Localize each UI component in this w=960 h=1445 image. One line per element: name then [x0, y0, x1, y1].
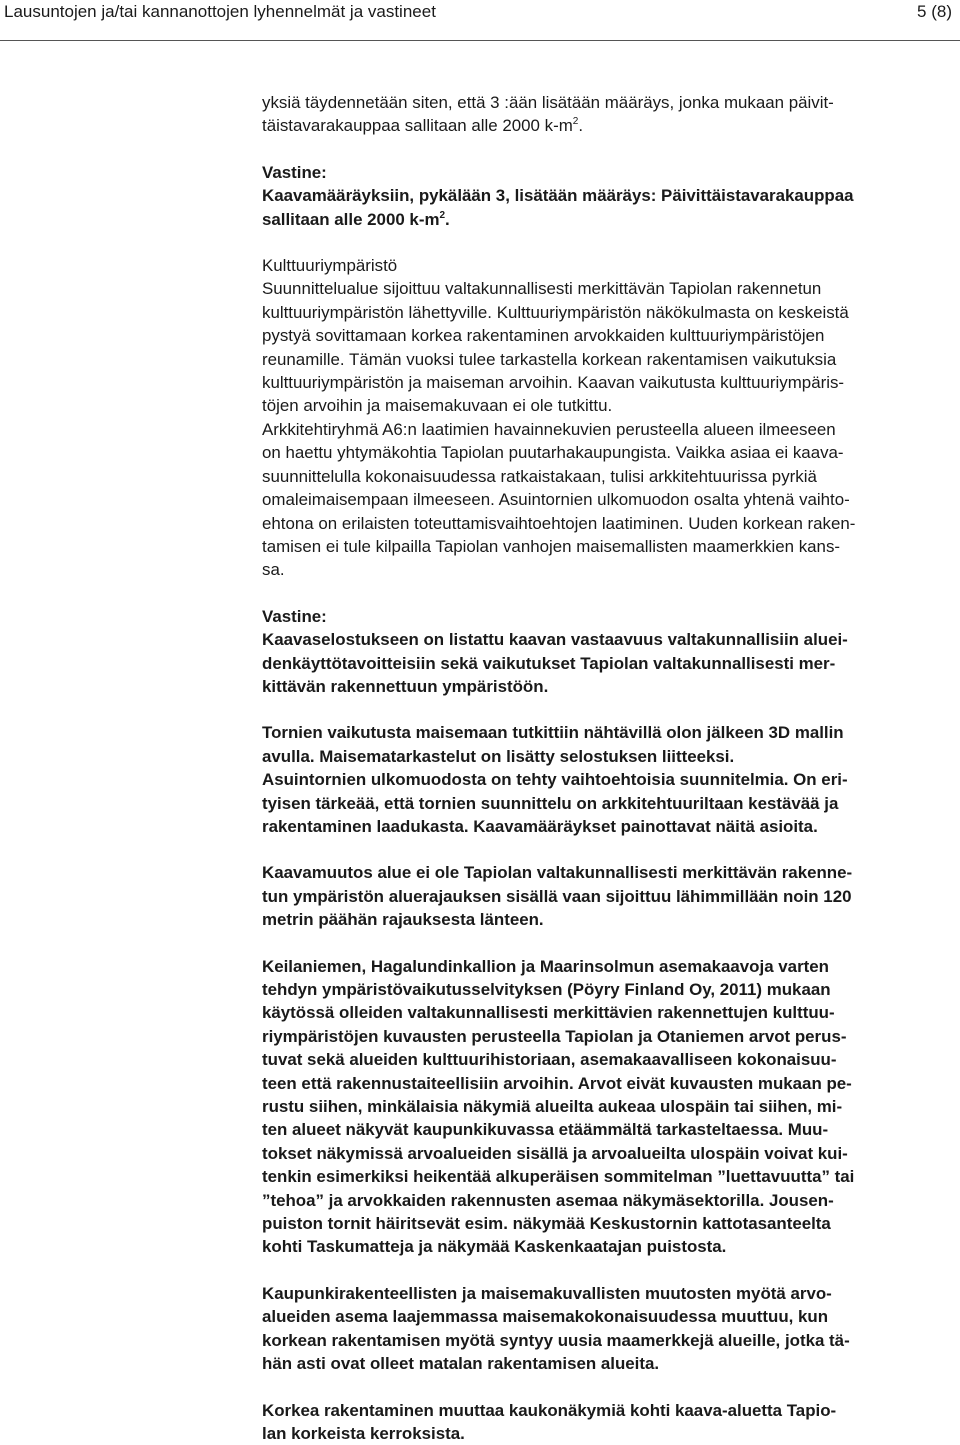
text-line: pystyä sovittamaan korkea rakentaminen arvokkaiden kulttuuriympäristöjen — [262, 326, 824, 345]
text-line: Arkkitehtiryhmä A6:n laatimien havainnekuvien perusteella alueen ilmeeseen — [262, 420, 836, 439]
text-line: Keilaniemen, Hagalundinkallion ja Maarinsolmun asemakaavoja varten — [262, 957, 829, 976]
text-line: reunamille. Tämän vuoksi tulee tarkastella korkean rakentamisen vaikutuksia — [262, 350, 836, 369]
text-line: rakentaminen laadukasta. Kaavamääräykset painottavat näitä asioita. — [262, 817, 818, 836]
text-line: Kaavaselostukseen on listattu kaavan vastaavuus valtakunnallisiin aluei- — [262, 630, 848, 649]
text-line: kittävän rakennettuun ympäristöön. — [262, 677, 548, 696]
text-line: Kaupunkirakenteellisten ja maisemakuvallisten muutosten myötä arvo- — [262, 1284, 832, 1303]
text-line: tun ympäristön aluerajauksen sisällä vaan sijoittuu lähimmillään noin 120 — [262, 887, 851, 906]
text-line: hän asti ovat olleet matalan rakentamisen alueita. — [262, 1354, 659, 1373]
superscript: 2 — [573, 116, 579, 127]
text-line: täistavarakauppaa sallitaan alle 2000 k-m — [262, 116, 573, 135]
text-line: kulttuuriympäristön lähettyville. Kulttuuriympäristön näkökulmasta on keskeistä — [262, 303, 849, 322]
superscript: 2 — [439, 210, 445, 221]
reply-paragraph — [262, 1282, 956, 1376]
text-line: tenkin esimerkiksi heikentää alkuperäisen sommitelman ”luettavuutta” tai — [262, 1167, 854, 1186]
text-line: . — [445, 210, 450, 229]
text-line: ten alueet näkyvät kaupunkikuvassa etäämmältä tarkasteltaessa. Muu- — [262, 1120, 828, 1139]
text-line: Kaavamuutos alue ei ole Tapiolan valtakunnallisesti merkittävän rakenne- — [262, 863, 852, 882]
vastine-heading: Vastine: — [262, 605, 956, 628]
text-line: yksiä täydennetään siten, että 3 :ään lisätään määräys, jonka mukaan päivit- — [262, 93, 834, 112]
document-title: Lausuntojen ja/tai kannanottojen lyhennelmät ja vastineet — [4, 2, 436, 22]
statement-paragraph — [262, 277, 956, 581]
header-divider — [0, 40, 960, 41]
reply-paragraph — [262, 628, 956, 698]
intro-paragraph — [262, 91, 956, 138]
text-line: tamisen ei tule kilpailla Tapiolan vanhojen maisemallisten maamerkkien kans- — [262, 537, 840, 556]
text-line: Suunnittelualue sijoittuu valtakunnallisesti merkittävän Tapiolan rakennetun — [262, 279, 821, 298]
text-line: . — [578, 116, 583, 135]
reply-paragraph — [262, 184, 956, 231]
text-line: rustu siihen, minkälaisia näkymiä alueilta aukeaa ulospäin tai siihen, mi- — [262, 1097, 842, 1116]
text-line: sallitaan alle 2000 k-m — [262, 210, 439, 229]
text-line: tehdyn ympäristövaikutusselvityksen (Pöyry Finland Oy, 2011) mukaan — [262, 980, 831, 999]
reply-paragraph — [262, 1399, 956, 1445]
text-line: Asuintornien ulkomuodosta on tehty vaihtoehtoisia suunnitelmia. On eri- — [262, 770, 848, 789]
text-line: Korkea rakentaminen muuttaa kaukonäkymiä kohti kaava-aluetta Tapio- — [262, 1401, 836, 1420]
page-number: 5 (8) — [917, 2, 952, 22]
page-header — [0, 0, 960, 42]
text-line: lan korkeista kerroksista. — [262, 1424, 465, 1443]
text-line: kohti Taskumatteja ja näkymää Kaskenkaatajan puistosta. — [262, 1237, 726, 1256]
text-line: riympäristöjen kuvausten perusteella Tapiolan ja Otaniemen arvot perus- — [262, 1027, 846, 1046]
text-line: tuvat sekä alueiden kulttuurihistoriaan, asemakaavalliseen kokonaisuu- — [262, 1050, 837, 1069]
document-body — [262, 91, 956, 1445]
text-line: alueiden asema laajemmassa maisemakokonaisuudessa muuttuu, kun — [262, 1307, 828, 1326]
text-line: suunnittelulla kokonaisuudessa ratkaistakaan, tulisi arkkitehtuurissa pyrkiä — [262, 467, 817, 486]
text-line: omaleimaisempaan ilmeeseen. Asuintornien ulkomuodon osalta yhtenä vaihto- — [262, 490, 850, 509]
reply-paragraph — [262, 861, 956, 931]
text-line: metrin päähän rajauksesta länteen. — [262, 910, 544, 929]
text-line: kulttuuriympäristön ja maiseman arvoihin. Kaavan vaikutusta kulttuuriympäris- — [262, 373, 844, 392]
reply-paragraph — [262, 955, 956, 1259]
text-line: ”tehoa” ja arvokkaiden rakennusten asemaa näkymäsektorilla. Jousen- — [262, 1191, 834, 1210]
text-line: tokset näkymissä arvoalueiden sisällä ja arvoalueilta ulospäin voivat kui- — [262, 1144, 848, 1163]
text-line: Kaavamääräyksiin, pykälään 3, lisätään määräys: Päivittäistavarakauppaa — [262, 186, 854, 205]
text-line: tyisen tärkeää, että tornien suunnittelu on arkkitehtuuriltaan kestävää ja — [262, 794, 838, 813]
text-line: Tornien vaikutusta maisemaan tutkittiin nähtävillä olon jälkeen 3D mallin — [262, 723, 844, 742]
text-line: puiston tornit häiritsevät esim. näkymää Keskustornin kattotasanteelta — [262, 1214, 831, 1233]
section-heading: Kulttuuriympäristö — [262, 254, 956, 277]
text-line: töjen arvoihin ja maisemakuvaan ei ole tutkittu. — [262, 396, 612, 415]
text-line: käytössä olleiden valtakunnallisesti merkittävien rakennettujen kulttuu- — [262, 1003, 835, 1022]
text-line: teen että rakennustaiteellisiin arvoihin. Arvot eivät kuvausten mukaan pe- — [262, 1074, 852, 1093]
text-line: sa. — [262, 560, 285, 579]
vastine-heading: Vastine: — [262, 161, 956, 184]
text-line: ehtona on erilaisten toteuttamisvaihtoehtojen laatiminen. Uuden korkean raken- — [262, 514, 855, 533]
text-line: denkäyttötavoitteisiin sekä vaikutukset Tapiolan valtakunnallisesti mer- — [262, 654, 835, 673]
text-line: on haettu yhtymäkohtia Tapiolan puutarhakaupungista. Vaikka asiaa ei kaava- — [262, 443, 844, 462]
reply-paragraph — [262, 721, 956, 838]
text-line: korkean rakentamisen myötä syntyy uusia maamerkkejä alueille, jotka tä- — [262, 1331, 850, 1350]
text-line: avulla. Maisematarkastelut on lisätty selostuksen liitteeksi. — [262, 747, 734, 766]
